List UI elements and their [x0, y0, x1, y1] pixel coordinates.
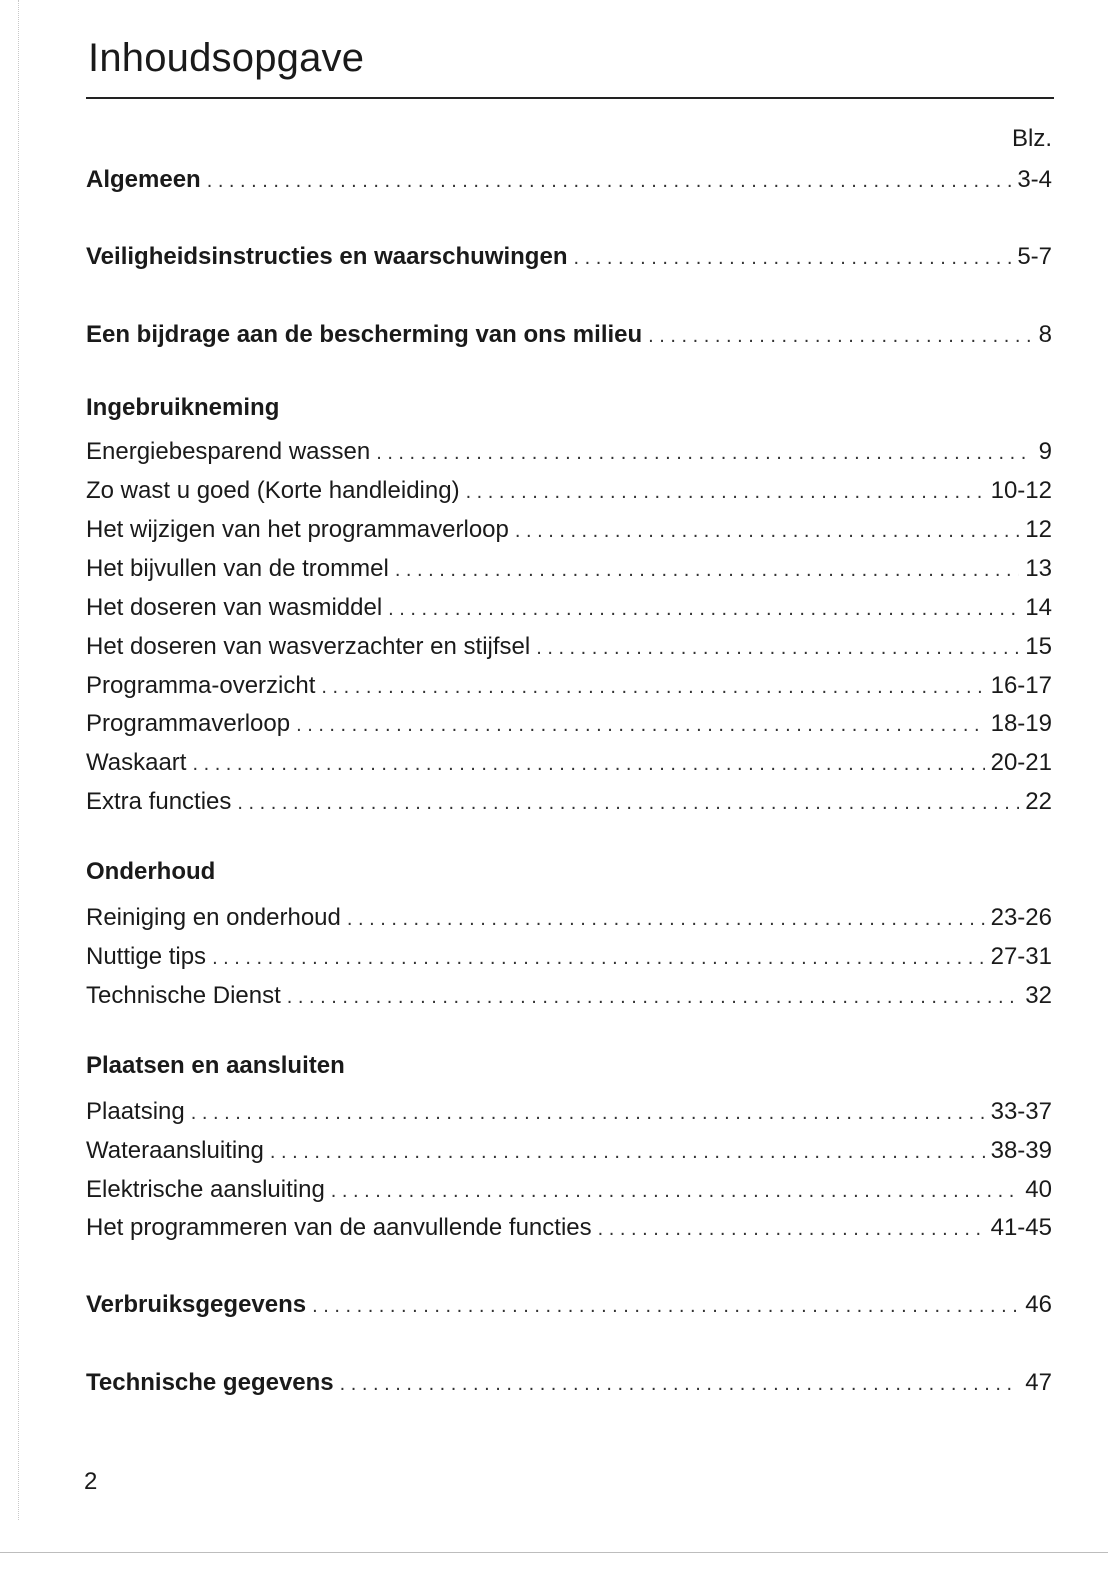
- toc-entry-label: Het doseren van wasmiddel: [86, 594, 383, 621]
- scan-bottom-edge: [0, 1552, 1108, 1553]
- toc-entry-label: Het wijzigen van het programmaverloop: [86, 516, 509, 543]
- toc-entry: [86, 437, 1052, 467]
- toc-entry-page: 41-45: [990, 1214, 1052, 1241]
- toc-entry-label: Programma-overzicht: [86, 672, 316, 699]
- toc-entry: [86, 942, 1052, 972]
- toc-entry-label: Veiligheidsinstructies en waarschuwingen: [86, 243, 568, 270]
- toc-entry-page: 14: [1025, 594, 1052, 621]
- toc-entry: [86, 1136, 1052, 1166]
- toc-entry-page: 13: [1025, 555, 1052, 582]
- toc-entry-label: Algemeen: [86, 166, 201, 193]
- toc-entry-page: 47: [1025, 1369, 1052, 1396]
- toc-entry-page: 15: [1025, 633, 1052, 660]
- toc-entry: [86, 1368, 1052, 1398]
- toc-entry-page: 22: [1025, 788, 1052, 815]
- toc-section-heading: Plaatsen en aansluiten: [86, 1052, 345, 1079]
- toc-entry: [86, 632, 1052, 662]
- toc-entry: [86, 476, 1052, 506]
- toc-entry: [86, 981, 1052, 1011]
- toc-section-heading: Onderhoud: [86, 858, 216, 885]
- toc-entry: [86, 903, 1052, 933]
- toc-entry: [86, 787, 1052, 817]
- toc-entry: [86, 1290, 1052, 1320]
- toc-entry: [86, 1213, 1052, 1243]
- dot-leader: [340, 1369, 1020, 1399]
- toc-entry-page: 8: [1038, 321, 1052, 348]
- toc-entry-label: Het doseren van wasverzachter en stijfsel: [86, 633, 531, 660]
- toc-entry: [86, 554, 1052, 584]
- toc-entry: [86, 242, 1052, 272]
- toc-entry: [86, 515, 1052, 545]
- toc-entry-label: Energiebesparend wassen: [86, 438, 371, 465]
- toc-entry: [86, 165, 1052, 195]
- toc-entry-page: 5-7: [1017, 243, 1052, 270]
- dot-leader: [573, 243, 1011, 273]
- toc-entry-page: 16-17: [990, 672, 1052, 699]
- dot-leader: [270, 1137, 985, 1167]
- dot-leader: [212, 943, 985, 973]
- toc-entry-label: Reiniging en onderhoud: [86, 904, 341, 931]
- dot-leader: [515, 516, 1019, 546]
- toc-entry-label: Plaatsing: [86, 1098, 185, 1125]
- dot-leader: [312, 1291, 1019, 1321]
- dot-leader: [648, 321, 1032, 351]
- toc-entry-page: 9: [1038, 438, 1052, 465]
- toc-entry-label: Het programmeren van de aanvullende functies: [86, 1214, 592, 1241]
- toc-entry-label: Elektrische aansluiting: [86, 1176, 325, 1203]
- toc-entry: [86, 320, 1052, 350]
- dot-leader: [321, 672, 984, 702]
- toc-entry-label: Nuttige tips: [86, 943, 207, 970]
- page-column-header: Blz.: [1011, 125, 1052, 152]
- dot-leader: [331, 1176, 1020, 1206]
- dot-leader: [296, 710, 985, 740]
- dot-leader: [466, 477, 985, 507]
- dot-leader: [287, 982, 1020, 1012]
- dot-leader: [395, 555, 1019, 585]
- toc-entry-page: 12: [1025, 516, 1052, 543]
- dot-leader: [388, 594, 1019, 624]
- dot-leader: [207, 166, 1012, 196]
- dot-leader: [347, 904, 985, 934]
- toc-entry-label: Verbruiksgegevens: [86, 1291, 307, 1318]
- toc-entry-page: 10-12: [990, 477, 1052, 504]
- dot-leader: [192, 749, 984, 779]
- toc-entry-label: Technische gegevens: [86, 1369, 334, 1396]
- toc-entry-label: Het bijvullen van de trommel: [86, 555, 389, 582]
- toc-entry-page: 46: [1025, 1291, 1052, 1318]
- toc-entry-label: Een bijdrage aan de bescherming van ons milieu: [86, 321, 643, 348]
- toc-entry-page: 40: [1025, 1176, 1052, 1203]
- toc-entry-page: 38-39: [990, 1137, 1052, 1164]
- dot-leader: [237, 788, 1019, 818]
- dot-leader: [536, 633, 1019, 663]
- page-number: 2: [84, 1468, 98, 1495]
- dot-leader: [376, 438, 1032, 468]
- toc-entry-page: 32: [1025, 982, 1052, 1009]
- toc-entry-label: Wateraansluiting: [86, 1137, 264, 1164]
- toc-entry-label: Programmaverloop: [86, 710, 291, 737]
- toc-entry: [86, 671, 1052, 701]
- title-rule: [86, 97, 1054, 99]
- toc-section-heading: Ingebruikneming: [86, 394, 280, 421]
- toc-entry-label: Extra functies: [86, 788, 232, 815]
- toc-entry-label: Waskaart: [86, 749, 187, 776]
- toc-entry-page: 23-26: [990, 904, 1052, 931]
- dot-leader: [191, 1098, 985, 1128]
- toc-entry: [86, 709, 1052, 739]
- toc-entry: [86, 593, 1052, 623]
- toc-entry-page: 33-37: [990, 1098, 1052, 1125]
- toc-entry-page: 3-4: [1017, 166, 1052, 193]
- dot-leader: [598, 1214, 985, 1244]
- toc-entry-page: 27-31: [990, 943, 1052, 970]
- toc-entry: [86, 1097, 1052, 1127]
- page-title: Inhoudsopgave: [88, 36, 365, 80]
- toc-entry: [86, 1175, 1052, 1205]
- toc-entry-label: Technische Dienst: [86, 982, 281, 1009]
- toc-entry-label: Zo wast u goed (Korte handleiding): [86, 477, 460, 504]
- toc-entry: [86, 748, 1052, 778]
- toc-entry-page: 18-19: [990, 710, 1052, 737]
- toc-entry-page: 20-21: [990, 749, 1052, 776]
- scan-edge: [18, 0, 19, 1520]
